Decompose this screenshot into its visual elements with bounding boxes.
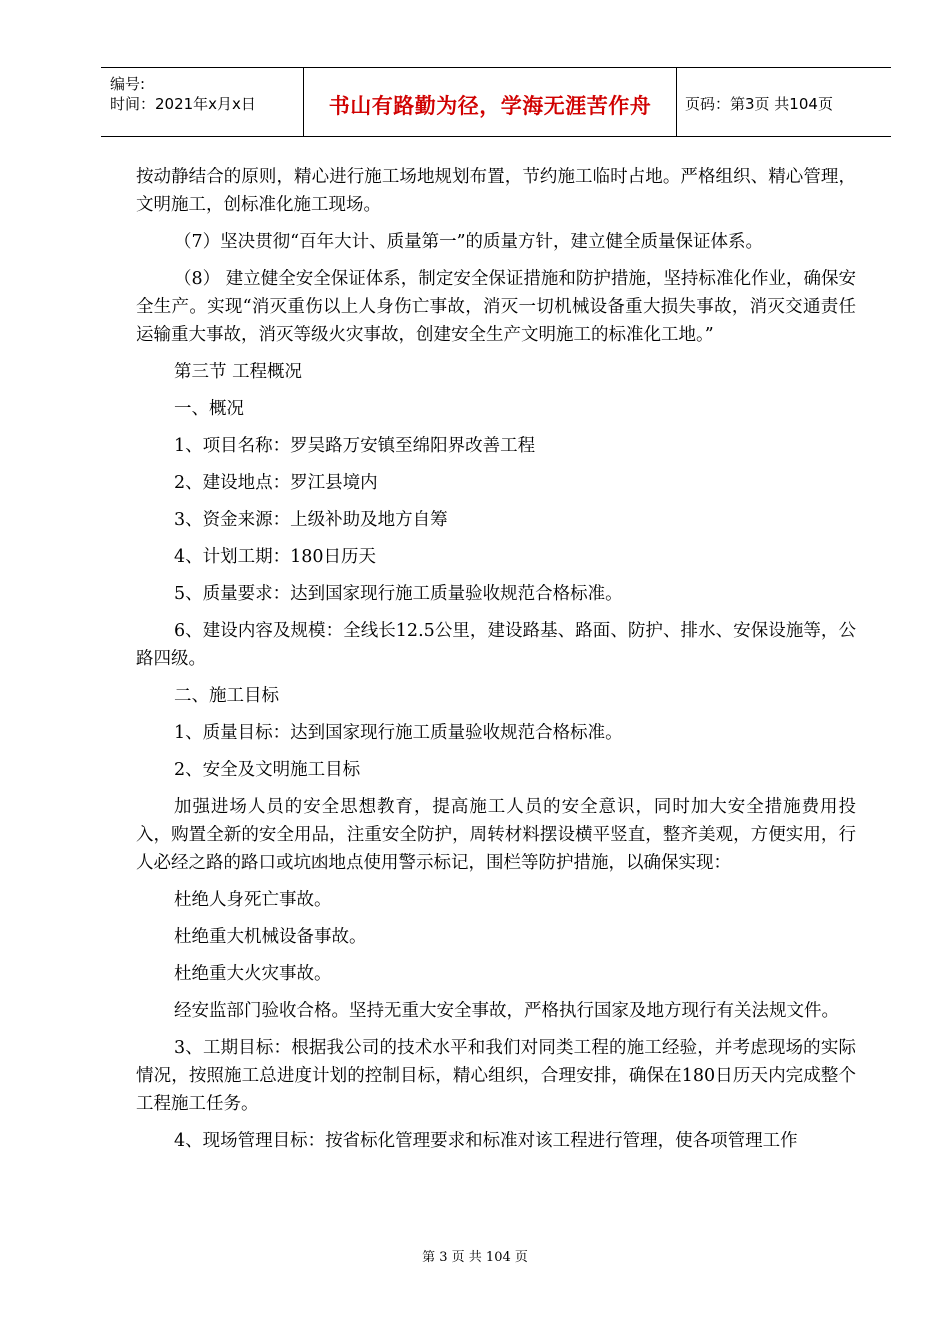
body-paragraph: 杜绝重大机械设备事故。: [174, 927, 367, 947]
body-paragraph: 加强进场人员的安全思想教育，提高施工人员的安全意识，同时加大安全措施费用投入，购置全新的安全用品，注重安全防护，周转材料摆设横平竖直，整齐美观，方便实用，行人必经之路的路口或坑凼地点使用警示标记，围栏等防护措施，以确保实现：: [136, 797, 856, 873]
body-paragraph: 2、安全及文明施工目标: [174, 760, 361, 780]
body-paragraph: 3、工期目标：根据我公司的技术水平和我们对同类工程的施工经验，并考虑现场的实际情况，按照施工总进度计划的控制目标，精心组织，合理安排，确保在180日历天内完成整个工程施工任务。: [136, 1038, 856, 1114]
body-paragraph: 5、质量要求：达到国家现行施工质量验收规范合格标准。: [174, 584, 623, 604]
body-paragraph: 杜绝人身死亡事故。: [174, 890, 332, 910]
header-left-cell: [101, 68, 303, 136]
header-page-info: 页码：第3页 共104页: [685, 95, 833, 113]
body-paragraph: 1、项目名称：罗吴路万安镇至绵阳界改善工程: [174, 436, 536, 456]
body-paragraph: （7）坚决贯彻“百年大计、质量第一”的质量方针，建立健全质量保证体系。: [174, 232, 764, 252]
body-paragraph: 二、施工目标: [174, 686, 279, 706]
header-middle-cell: [303, 68, 677, 136]
document-date: 时间：2021年x月x日: [110, 95, 256, 113]
body-paragraph: 杜绝重大火灾事故。: [174, 964, 332, 984]
page-header: [101, 67, 891, 137]
header-motto: 书山有路勤为径，学海无涯苦作舟: [328, 94, 652, 118]
header-right-cell: [677, 68, 891, 136]
body-paragraph: 4、计划工期：180日历天: [174, 547, 377, 567]
body-paragraph: 6、建设内容及规模：全线长12.5公里，建设路基、路面、防护、排水、安保设施等，公路四级。: [136, 621, 856, 669]
body-paragraph: 经安监部门验收合格。坚持无重大安全事故，严格执行国家及地方现行有关法规文件。: [174, 1001, 839, 1021]
body-paragraph: 2、建设地点：罗江县境内: [174, 473, 378, 493]
page-footer: 第 3 页 共 104 页: [422, 1250, 528, 1265]
body-paragraph: 3、资金来源：上级补助及地方自筹: [174, 510, 448, 530]
body-paragraph: 第三节 工程概况: [174, 362, 303, 382]
body-paragraph: （8） 建立健全安全保证体系，制定安全保证措施和防护措施，坚持标准化作业，确保安全生产。实现“消灭重伤以上人身伤亡事故，消灭一切机械设备重大损失事故，消灭交通责任运输重大事故，消灭等级火灾事故，创建安全生产文明施工的标准化工地。”: [136, 269, 856, 345]
body-paragraph: 按动静结合的原则，精心进行施工场地规划布置，节约施工临时占地。严格组织、精心管理，文明施工，创标准化施工现场。: [136, 167, 856, 215]
body-paragraph: 一、概况: [174, 399, 244, 419]
document-body: [136, 163, 856, 1164]
document-number-label: 编号:: [110, 75, 146, 93]
body-paragraph: 4、现场管理目标：按省标化管理要求和标准对该工程进行管理，使各项管理工作: [174, 1131, 798, 1151]
body-paragraph: 1、质量目标：达到国家现行施工质量验收规范合格标准。: [174, 723, 623, 743]
